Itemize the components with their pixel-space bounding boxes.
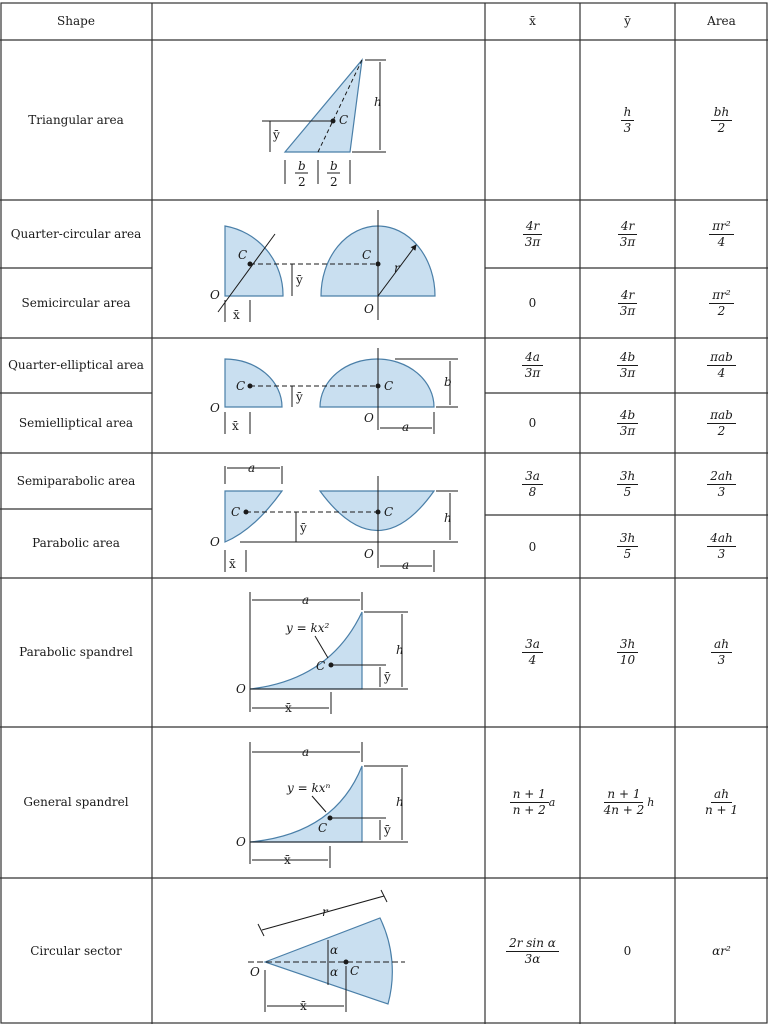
svg-text:O: O [210, 288, 220, 302]
figure-general-spandrel [236, 742, 408, 868]
ybar-semicircular: $\frac{4r}{3\pi}$ [619, 287, 636, 318]
shape-name-semicircular: Semicircular area [21, 295, 131, 310]
area-semielliptical: πab 2 [675, 393, 768, 453]
xbar-semielliptical: 0 [528, 416, 537, 430]
shape-name-semielliptical: Semielliptical area [18, 415, 134, 430]
header-area: Area [707, 14, 736, 28]
svg-text:a: a [302, 593, 310, 607]
shape-name-general-spandrel: General spandrel [23, 795, 129, 809]
area-general-spandrel: $\frac{ah}{n + 1}$ [704, 787, 739, 817]
xbar-semicircular: 0 [528, 296, 537, 310]
svg-text:a: a [302, 745, 310, 759]
ybar-parabolic: $\frac{3h}{5}$ [580, 515, 675, 578]
shape-name-parabolic-spandrel: Parabolic spandrel [19, 645, 133, 659]
area-parabolic-spandrel: $\frac{ah}{3}$ [675, 578, 768, 727]
xbar-circular-sector: $\frac{\text{2r sin α}}{3\alpha}$ [485, 878, 580, 1024]
svg-text:r: r [322, 905, 328, 919]
shape-name-circular-sector: Circular sector [30, 943, 122, 958]
svg-text:C: C [318, 821, 328, 835]
figure-ellipses [210, 348, 458, 434]
svg-text:O: O [236, 682, 246, 696]
xbar-quarter-elliptical: $\frac{4a}{3\pi}$ [485, 338, 580, 393]
xbar-quarter-circular: $\frac{4r}{3\pi}$ [524, 218, 541, 249]
svg-text:b: b [444, 375, 452, 389]
svg-text:x̄: x̄ [300, 999, 307, 1013]
svg-text:2: 2 [298, 175, 306, 189]
svg-text:r: r [394, 261, 400, 275]
svg-text:h: h [444, 511, 452, 525]
shape-name-triangular: Triangular area [28, 112, 124, 127]
area-quarter-elliptical: πab 4 [675, 338, 768, 393]
figure-parabolic-spandrel [236, 592, 408, 715]
ybar-semiparabolic: $\frac{3h}{5}$ [580, 453, 675, 515]
svg-text:2: 2 [330, 175, 338, 189]
header-ybar: ȳ [624, 14, 631, 28]
header-xbar: x̄ [529, 14, 536, 28]
svg-text:C: C [362, 248, 372, 262]
svg-text:h: h [396, 643, 404, 657]
svg-text:x̄: x̄ [229, 557, 236, 571]
xbar-parabolic: 0 [528, 539, 537, 554]
svg-text:O: O [364, 547, 374, 561]
ybar-triangular: $\frac{h}{3}$ [580, 40, 675, 200]
svg-text:y = kxⁿ: y = kxⁿ [287, 781, 331, 795]
svg-text:x̄: x̄ [285, 701, 292, 715]
xbar-parabolic-spandrel: $\frac{3a}{4}$ [485, 578, 580, 727]
svg-text:x̄: x̄ [284, 853, 291, 867]
svg-text:O: O [250, 965, 260, 979]
xbar-general-spandrel: $\frac{n + 1}{n + 2}$ a [485, 727, 580, 878]
svg-text:α: α [330, 965, 339, 979]
svg-text:C: C [236, 379, 246, 393]
svg-text:ȳ: ȳ [273, 128, 280, 142]
svg-text:C: C [384, 379, 394, 393]
svg-text:O: O [364, 411, 374, 425]
svg-text:x̄: x̄ [233, 308, 240, 322]
svg-text:O: O [364, 302, 374, 316]
figure-circular-sector [248, 890, 405, 1013]
figure-triangle [262, 60, 390, 189]
svg-text:C: C [384, 505, 394, 519]
area-semiparabolic: $\frac{2ah}{3}$ [675, 453, 768, 515]
svg-text:y = kx²: y = kx² [286, 621, 330, 635]
svg-text:x̄: x̄ [232, 419, 239, 433]
svg-text:O: O [236, 835, 246, 849]
ybar-quarter-elliptical: $\frac{4b}{3\pi}$ [580, 338, 675, 393]
svg-text:ȳ: ȳ [384, 823, 391, 837]
area-quarter-circular: $\frac{\text{πr²}}{4}$ [675, 200, 768, 268]
area-parabolic: $\frac{4ah}{3}$ [675, 515, 768, 578]
shape-name-semiparabolic: Semiparabolic area [16, 473, 136, 488]
svg-text:O: O [210, 535, 220, 549]
svg-text:O: O [210, 401, 220, 415]
area-circular-sector: αr² [712, 944, 731, 958]
svg-text:b: b [330, 159, 338, 173]
ybar-quarter-circular: $\frac{4r}{3\pi}$ [619, 218, 636, 249]
svg-text:ȳ: ȳ [296, 273, 303, 287]
label-C: C [339, 113, 349, 127]
svg-text:ȳ: ȳ [300, 521, 307, 535]
svg-text:C: C [350, 964, 360, 978]
svg-text:C: C [238, 248, 248, 262]
figure-circles [210, 210, 435, 322]
area-semicircular: $\frac{\text{πr²}}{2}$ [675, 268, 768, 338]
svg-text:a: a [402, 420, 410, 434]
svg-text:α: α [330, 943, 339, 957]
figure-parabolas [210, 461, 458, 572]
svg-text:h: h [396, 795, 404, 809]
svg-text:ȳ: ȳ [296, 390, 303, 404]
shape-name-parabolic: Parabolic area [32, 536, 120, 550]
svg-text:h: h [374, 95, 382, 109]
ybar-semielliptical: $\frac{4b}{3\pi}$ [580, 393, 675, 453]
shape-name-quarter-elliptical: Quarter-elliptical area [8, 358, 144, 372]
shape-name-quarter-circular: Quarter-circular area [10, 226, 142, 241]
svg-text:a: a [402, 558, 410, 572]
ybar-parabolic-spandrel: $\frac{3h}{10}$ [580, 578, 675, 727]
svg-text:b: b [298, 159, 306, 173]
xbar-semiparabolic: $\frac{3a}{8}$ [485, 453, 580, 515]
svg-text:ȳ: ȳ [384, 670, 391, 684]
header-shape: Shape [57, 14, 95, 28]
ybar-circular-sector: 0 [623, 944, 632, 958]
area-triangular: $\frac{bh}{2}$ [675, 40, 768, 200]
svg-text:C: C [231, 505, 241, 519]
svg-text:a: a [248, 461, 256, 475]
ybar-general-spandrel: $\frac{n + 1}{4n + 2}$ h [603, 787, 655, 817]
svg-text:C: C [316, 659, 326, 673]
